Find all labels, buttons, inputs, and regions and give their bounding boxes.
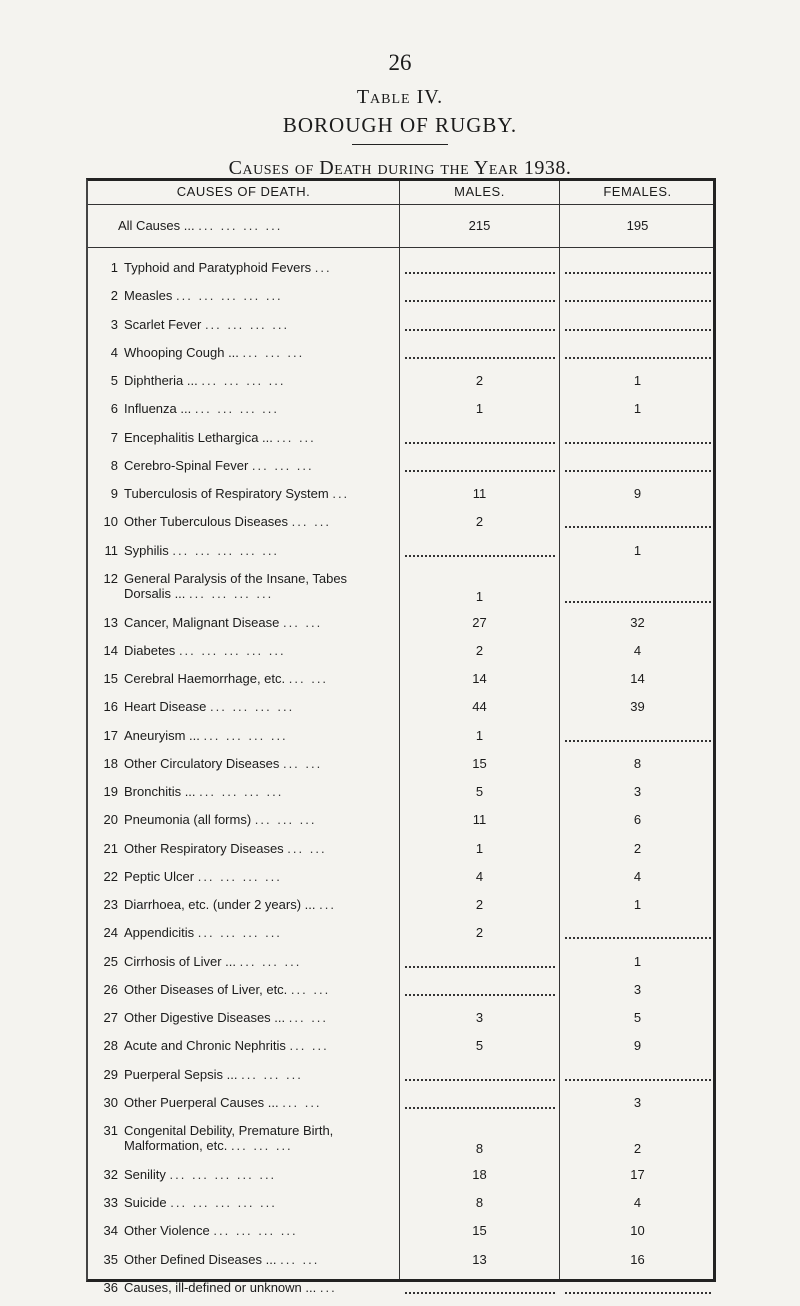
cause-number: 5	[110, 373, 118, 388]
cause-name: Other Digestive Diseases ...	[124, 1010, 286, 1026]
cause-number: 35	[103, 1251, 118, 1267]
cause-name: Suicide	[124, 1195, 167, 1211]
dot-leader: ... ... ... ...	[210, 699, 295, 715]
cause-name: Acute and Chronic Nephritis	[124, 1038, 286, 1054]
males-value: 5	[475, 1038, 484, 1054]
dot-leader: ... ...	[291, 514, 331, 530]
cause-name: Cancer, Malignant Disease	[124, 614, 280, 630]
table-row	[88, 508, 713, 536]
males-empty-dots	[405, 272, 555, 274]
females-value: 3	[633, 784, 642, 800]
cause-label	[94, 401, 398, 416]
females-value: 2	[633, 840, 642, 856]
cause-name: Other Defined Diseases ...	[124, 1251, 277, 1267]
cause-label	[94, 373, 398, 388]
females-empty-dots	[565, 1292, 711, 1294]
females-value: 16	[630, 1251, 645, 1267]
table-row	[88, 1089, 713, 1117]
males-value: 3	[475, 1010, 484, 1026]
males-empty-dots	[405, 1292, 555, 1294]
cause-name: Cerebro-Spinal Fever	[124, 457, 249, 473]
table-row	[88, 948, 713, 976]
females-value: 5	[633, 1010, 642, 1026]
cause-label	[94, 841, 398, 856]
cause-name: Whooping Cough ...	[124, 344, 239, 360]
cause-label	[94, 1280, 398, 1295]
females-empty-dots	[565, 329, 711, 331]
cause-name: Peptic Ulcer	[124, 868, 195, 884]
males-empty-dots	[405, 966, 555, 968]
table-row	[88, 863, 713, 891]
cause-name: Encephalitis Lethargica ...	[124, 429, 273, 445]
cause-number: 28	[103, 1038, 118, 1054]
dot-leader: ... ... ... ... ...	[172, 542, 280, 558]
cause-label	[94, 430, 398, 445]
males-value: 11	[472, 812, 487, 828]
table-row	[88, 1004, 713, 1032]
males-value: 5	[475, 784, 484, 800]
males-value: 18	[472, 1166, 487, 1182]
cause-number: 15	[103, 671, 118, 687]
table-row	[88, 452, 713, 480]
cause-name: Tuberculosis of Respiratory System	[124, 486, 329, 501]
cause-name: Senility	[124, 1166, 166, 1182]
table-title: Table IV.	[356, 86, 444, 108]
cause-label	[94, 571, 398, 601]
dot-leader: ... ... ... ...	[189, 585, 274, 601]
cause-label	[94, 543, 398, 558]
dot-leader: ... ... ... ...	[204, 316, 290, 332]
males-empty-dots	[405, 300, 555, 302]
females-value: 32	[630, 614, 645, 630]
cause-label	[94, 1067, 398, 1082]
table-row	[88, 395, 713, 423]
dot-leader: ... ... ... ... ...	[176, 288, 283, 304]
table-row	[88, 1061, 713, 1089]
males-value: 2	[475, 925, 484, 941]
dot-leader: ...	[319, 897, 336, 913]
cause-number: 26	[103, 981, 118, 997]
cause-label	[94, 458, 398, 473]
header-females: FEMALES.	[603, 184, 672, 199]
table-row	[88, 1274, 713, 1302]
cause-number: 4	[110, 344, 118, 360]
females-value: 1	[633, 542, 642, 558]
dot-leader: ... ...	[290, 981, 331, 997]
header-causes: CAUSES OF DEATH.	[176, 184, 311, 199]
dot-leader: ... ...	[282, 614, 323, 630]
page-number: 26	[388, 50, 412, 75]
heading-rule	[352, 144, 448, 145]
cause-name: Cerebral Haemorrhage, etc.	[124, 671, 286, 687]
table-row	[88, 480, 713, 508]
dot-leader: ...	[319, 1279, 337, 1295]
males-value: 2	[475, 514, 484, 530]
males-value: 13	[472, 1251, 487, 1267]
males-empty-dots	[405, 357, 555, 359]
cause-label	[94, 897, 398, 912]
cause-name: Other Puerperal Causes ...	[124, 1094, 279, 1110]
cause-name: Typhoid and Paratyphoid Fevers	[124, 260, 312, 275]
cause-number: 3	[110, 316, 118, 332]
dot-leader: ... ... ... ...	[201, 373, 286, 388]
dot-leader: ... ... ... ...	[197, 925, 282, 941]
dot-leader: ... ... ... ...	[213, 1223, 298, 1239]
females-empty-dots	[565, 470, 711, 472]
females-value: 8	[633, 755, 642, 771]
table-row	[88, 1217, 713, 1245]
cause-name: Aneuryism ...	[124, 727, 200, 743]
males-empty-dots	[405, 1107, 555, 1109]
cause-label	[94, 1010, 398, 1025]
cause-label	[94, 671, 398, 686]
males-value: 1	[475, 588, 484, 604]
cause-number: 16	[103, 699, 118, 715]
borough-heading: BOROUGH OF RUGBY.	[282, 113, 518, 137]
females-empty-dots	[565, 1079, 711, 1081]
header-rule	[88, 204, 713, 205]
males-value: 1	[475, 401, 484, 417]
females-value: 3	[633, 981, 642, 997]
table-row	[88, 565, 713, 609]
males-value: 8	[475, 1195, 484, 1211]
males-value: 11	[472, 486, 487, 501]
cause-name: Bronchitis ...	[124, 784, 196, 800]
table-row	[88, 537, 713, 565]
males-value: 1	[475, 727, 484, 743]
cause-number: 10	[103, 514, 118, 530]
females-value: 39	[630, 699, 645, 715]
cause-label	[94, 784, 398, 799]
cause-label	[94, 1038, 398, 1053]
cause-name: Syphilis	[124, 542, 169, 558]
all-causes-males: 215	[468, 218, 491, 233]
cause-label	[94, 954, 398, 969]
females-value: 6	[633, 812, 642, 828]
table-row	[88, 693, 713, 721]
table-row	[88, 806, 713, 834]
males-value: 15	[472, 1223, 487, 1239]
cause-label	[94, 1195, 398, 1210]
cause-number: 23	[103, 897, 118, 913]
females-value: 17	[630, 1166, 645, 1182]
table-row	[88, 282, 713, 310]
table-row	[88, 835, 713, 863]
table-row	[88, 367, 713, 395]
females-value: 4	[633, 642, 642, 658]
males-value: 2	[475, 642, 484, 658]
table-row	[88, 976, 713, 1004]
females-empty-dots	[565, 357, 711, 359]
males-empty-dots	[405, 470, 555, 472]
table-row	[88, 778, 713, 806]
cause-number: 29	[103, 1066, 118, 1082]
cause-label	[94, 1223, 398, 1238]
cause-label	[94, 869, 398, 884]
table-row	[88, 750, 713, 778]
males-empty-dots	[405, 1079, 555, 1081]
cause-label	[94, 756, 398, 771]
females-value: 2	[633, 1140, 642, 1156]
cause-name: Other Violence	[124, 1223, 210, 1239]
cause-name: Other Diseases of Liver, etc.	[124, 981, 288, 997]
cause-number: 27	[103, 1010, 118, 1026]
males-empty-dots	[405, 329, 555, 331]
females-value: 1	[633, 373, 642, 388]
females-value: 1	[633, 401, 642, 417]
cause-name: Influenza ...	[124, 401, 192, 417]
dot-leader: ... ... ... ... ...	[178, 642, 286, 658]
cause-number: 31	[103, 1123, 118, 1139]
dot-leader: ... ... ... ... ...	[170, 1195, 277, 1211]
table-subtitle: Causes of Death during the Year 1938.	[228, 157, 572, 179]
cause-label	[94, 1252, 398, 1267]
cause-label	[94, 345, 398, 360]
males-value: 4	[475, 868, 484, 884]
cause-name-continued: Malformation, etc.	[124, 1138, 231, 1154]
dot-leader: ... ... ... ...	[197, 868, 282, 884]
cause-number: 12	[103, 570, 118, 586]
cause-label	[94, 317, 398, 332]
causes-of-death-table	[86, 178, 716, 1295]
dot-leader: ... ... ... ... ...	[169, 1166, 277, 1182]
males-value: 27	[472, 614, 487, 630]
table-row	[88, 665, 713, 693]
males-empty-dots	[405, 555, 555, 557]
table-row	[88, 1246, 713, 1274]
table-row	[88, 254, 713, 282]
cause-number: 22	[103, 868, 118, 884]
dot-leader: ...	[314, 260, 332, 275]
cause-number: 20	[103, 812, 118, 828]
males-value: 2	[475, 373, 484, 388]
cause-label	[94, 1167, 398, 1182]
cause-label	[94, 982, 398, 997]
cause-number: 2	[110, 288, 118, 304]
table-row	[88, 1161, 713, 1189]
cause-name: Causes, ill-defined or unknown ...	[124, 1279, 317, 1295]
dot-leader: ... ... ... ...	[199, 784, 284, 800]
cause-number: 8	[110, 457, 118, 473]
all-causes-label: All Causes ... ... ... ... ...	[118, 218, 283, 233]
cause-name: Congenital Debility, Premature Birth,	[124, 1123, 334, 1139]
cause-name: Other Circulatory Diseases	[124, 755, 280, 771]
cause-number: 34	[103, 1223, 118, 1239]
cause-label	[94, 925, 398, 940]
females-value: 9	[633, 1038, 642, 1054]
cause-name: Heart Disease	[124, 699, 207, 715]
all-causes-row	[88, 211, 713, 241]
cause-name: Diabetes	[124, 642, 176, 658]
cause-label	[94, 699, 398, 714]
table-row	[88, 424, 713, 452]
dot-leader: ... ... ...	[230, 1138, 293, 1154]
cause-number: 9	[110, 486, 118, 501]
dot-leader: ... ...	[288, 1010, 329, 1026]
dot-leader: ... ... ...	[242, 344, 305, 360]
females-empty-dots	[565, 601, 711, 603]
cause-number: 21	[103, 840, 118, 856]
dot-leader: ... ...	[280, 1251, 320, 1267]
cause-name: Diphtheria ...	[124, 373, 198, 388]
cause-label	[94, 514, 398, 529]
cause-number: 19	[103, 784, 118, 800]
table-row	[88, 311, 713, 339]
males-value: 1	[475, 840, 484, 856]
table-row	[88, 609, 713, 637]
cause-label	[94, 288, 398, 303]
cause-number: 33	[103, 1195, 118, 1211]
females-empty-dots	[565, 526, 711, 528]
dot-leader: ... ... ...	[241, 1066, 303, 1082]
cause-label	[94, 643, 398, 658]
cause-label	[94, 728, 398, 743]
cause-name: Diarrhoea, etc. (under 2 years) ...	[124, 897, 316, 913]
dot-leader: ... ...	[276, 429, 316, 445]
cause-number: 25	[103, 953, 118, 969]
females-value: 1	[633, 897, 642, 913]
cause-number: 11	[104, 542, 118, 558]
females-value: 3	[633, 1094, 642, 1110]
cause-name: Cirrhosis of Liver ...	[124, 953, 236, 969]
cause-name: Appendicitis	[124, 925, 195, 941]
table-row	[88, 339, 713, 367]
males-empty-dots	[405, 442, 555, 444]
cause-name: General Paralysis of the Insane, Tabes	[124, 570, 348, 586]
cause-number: 17	[103, 727, 118, 743]
table-row	[88, 1117, 713, 1161]
cause-number: 13	[103, 614, 118, 630]
dot-leader: ... ...	[288, 671, 329, 687]
cause-name-continued: Dorsalis ...	[124, 585, 190, 601]
cause-number: 14	[103, 642, 118, 658]
table-row	[88, 1032, 713, 1060]
females-value: 4	[633, 868, 642, 884]
males-value: 8	[475, 1140, 484, 1156]
cause-label	[94, 615, 398, 630]
cause-label	[94, 1123, 398, 1153]
females-value: 14	[630, 671, 645, 687]
dot-leader: ... ...	[282, 1094, 322, 1110]
cause-name: Scarlet Fever	[124, 316, 202, 332]
cause-label	[94, 260, 398, 275]
males-value: 14	[472, 671, 487, 687]
cause-number: 36	[103, 1279, 118, 1295]
males-empty-dots	[405, 994, 555, 996]
table-row	[88, 1189, 713, 1217]
cause-number: 30	[103, 1094, 118, 1110]
table-row	[88, 919, 713, 947]
cause-number: 7	[110, 429, 118, 445]
cause-number: 6	[110, 401, 118, 417]
table-row	[88, 637, 713, 665]
all-causes-rule	[88, 247, 713, 248]
dot-leader: ... ... ...	[254, 812, 317, 828]
cause-number: 32	[103, 1166, 118, 1182]
cause-number: 1	[110, 260, 118, 275]
cause-number: 24	[103, 925, 118, 941]
females-empty-dots	[565, 442, 711, 444]
dot-leader: ... ...	[282, 755, 323, 771]
cause-label	[94, 1095, 398, 1110]
cause-name: Other Respiratory Diseases	[124, 840, 284, 856]
cause-number: 18	[103, 755, 118, 771]
males-value: 2	[475, 897, 484, 913]
dot-leader: ...	[332, 486, 350, 501]
females-value: 9	[633, 486, 642, 501]
dot-leader: ... ...	[287, 840, 327, 856]
females-value: 4	[633, 1195, 642, 1211]
females-value: 10	[630, 1223, 645, 1239]
cause-label	[94, 486, 398, 501]
cause-name: Other Tuberculous Diseases	[124, 514, 289, 530]
males-value: 15	[472, 755, 487, 771]
females-empty-dots	[565, 272, 711, 274]
dot-leader: ... ...	[289, 1038, 329, 1054]
table-row	[88, 891, 713, 919]
females-empty-dots	[565, 740, 711, 742]
females-value: 1	[633, 953, 642, 969]
all-causes-females: 195	[626, 218, 649, 233]
females-empty-dots	[565, 937, 711, 939]
table-row	[88, 722, 713, 750]
dot-leader: ... ... ...	[251, 457, 314, 473]
cause-name: Pneumonia (all forms)	[124, 812, 252, 828]
cause-label	[94, 812, 398, 827]
header-males: MALES.	[454, 184, 505, 199]
cause-name: Measles	[124, 288, 173, 304]
dot-leader: ... ... ...	[239, 953, 302, 969]
dot-leader: ... ... ... ...	[194, 401, 280, 417]
males-value: 44	[472, 699, 487, 715]
dot-leader: ... ... ... ...	[203, 727, 288, 743]
females-empty-dots	[565, 300, 711, 302]
cause-name: Puerperal Sepsis ...	[124, 1066, 238, 1082]
